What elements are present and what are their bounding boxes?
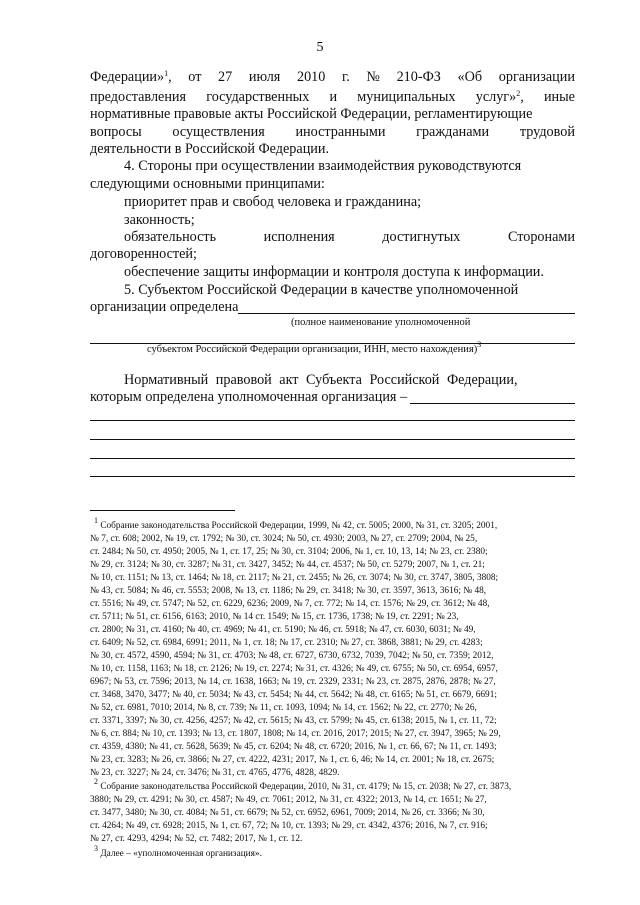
footnote-marker-3: 3 bbox=[94, 844, 98, 853]
normative-act-label: Нормативный правовой акт Субъекта Российской Федерации, bbox=[124, 372, 518, 388]
footnote-ref-3: 3 bbox=[477, 340, 482, 349]
body-line-4: вопросы осуществления иностранными гражданами трудовой bbox=[90, 124, 575, 140]
principle-4: обеспечение защиты информации и контроля доступа к информации. bbox=[124, 264, 544, 280]
body-line-7: следующими основными принципами: bbox=[90, 176, 325, 192]
blank-line-3 bbox=[90, 439, 575, 440]
footnote-separator bbox=[90, 510, 235, 511]
blank-normative-act bbox=[410, 389, 575, 404]
caption-org-details: субъектом Российской Федерации организации, ИНН, место нахождения)$^3$ bbox=[147, 340, 482, 355]
body-line-14: организации определена bbox=[90, 299, 575, 316]
body-line-3: нормативные правовые акты Российской Федерации, регламентирующие bbox=[90, 106, 533, 122]
principle-2: законность; bbox=[124, 212, 195, 228]
footnote-marker-1: 1 bbox=[94, 516, 98, 525]
footnote-marker-2: 2 bbox=[94, 777, 98, 786]
body-line-11: договоренностей; bbox=[90, 246, 197, 262]
page-number: 5 bbox=[316, 40, 324, 55]
body-line-5: деятельности в Российской Федерации. bbox=[90, 141, 330, 157]
blank-line-2 bbox=[90, 420, 575, 421]
body-line-2: предоставления государственных и муниципальных услуг»$^2$, иные bbox=[90, 89, 575, 105]
principle-3: обязательность исполнения достигнутых Сторонами bbox=[124, 229, 575, 245]
blank-line-5 bbox=[90, 476, 575, 477]
footnote-ref-2: 2 bbox=[516, 89, 521, 98]
principle-1: приоритет прав и свобод человека и гражданина; bbox=[124, 194, 422, 210]
footnote-ref-1: 1 bbox=[164, 69, 169, 78]
paragraph-4: 4. Стороны при осуществлении взаимодействия руководствуются bbox=[124, 158, 522, 174]
paragraph-5: 5. Субъектом Российской Федерации в качестве уполномоченной bbox=[124, 282, 519, 298]
caption-org-name: (полное наименование уполномоченной bbox=[291, 317, 471, 328]
body-line-1: Федерации»$^1$, от 27 июля 2010 г. № 210-ФЗ «Об организации bbox=[90, 69, 575, 85]
blank-org-name bbox=[238, 299, 575, 314]
body-line-16: которым определена уполномоченная организация – bbox=[90, 389, 575, 406]
blank-line-4 bbox=[90, 458, 575, 459]
